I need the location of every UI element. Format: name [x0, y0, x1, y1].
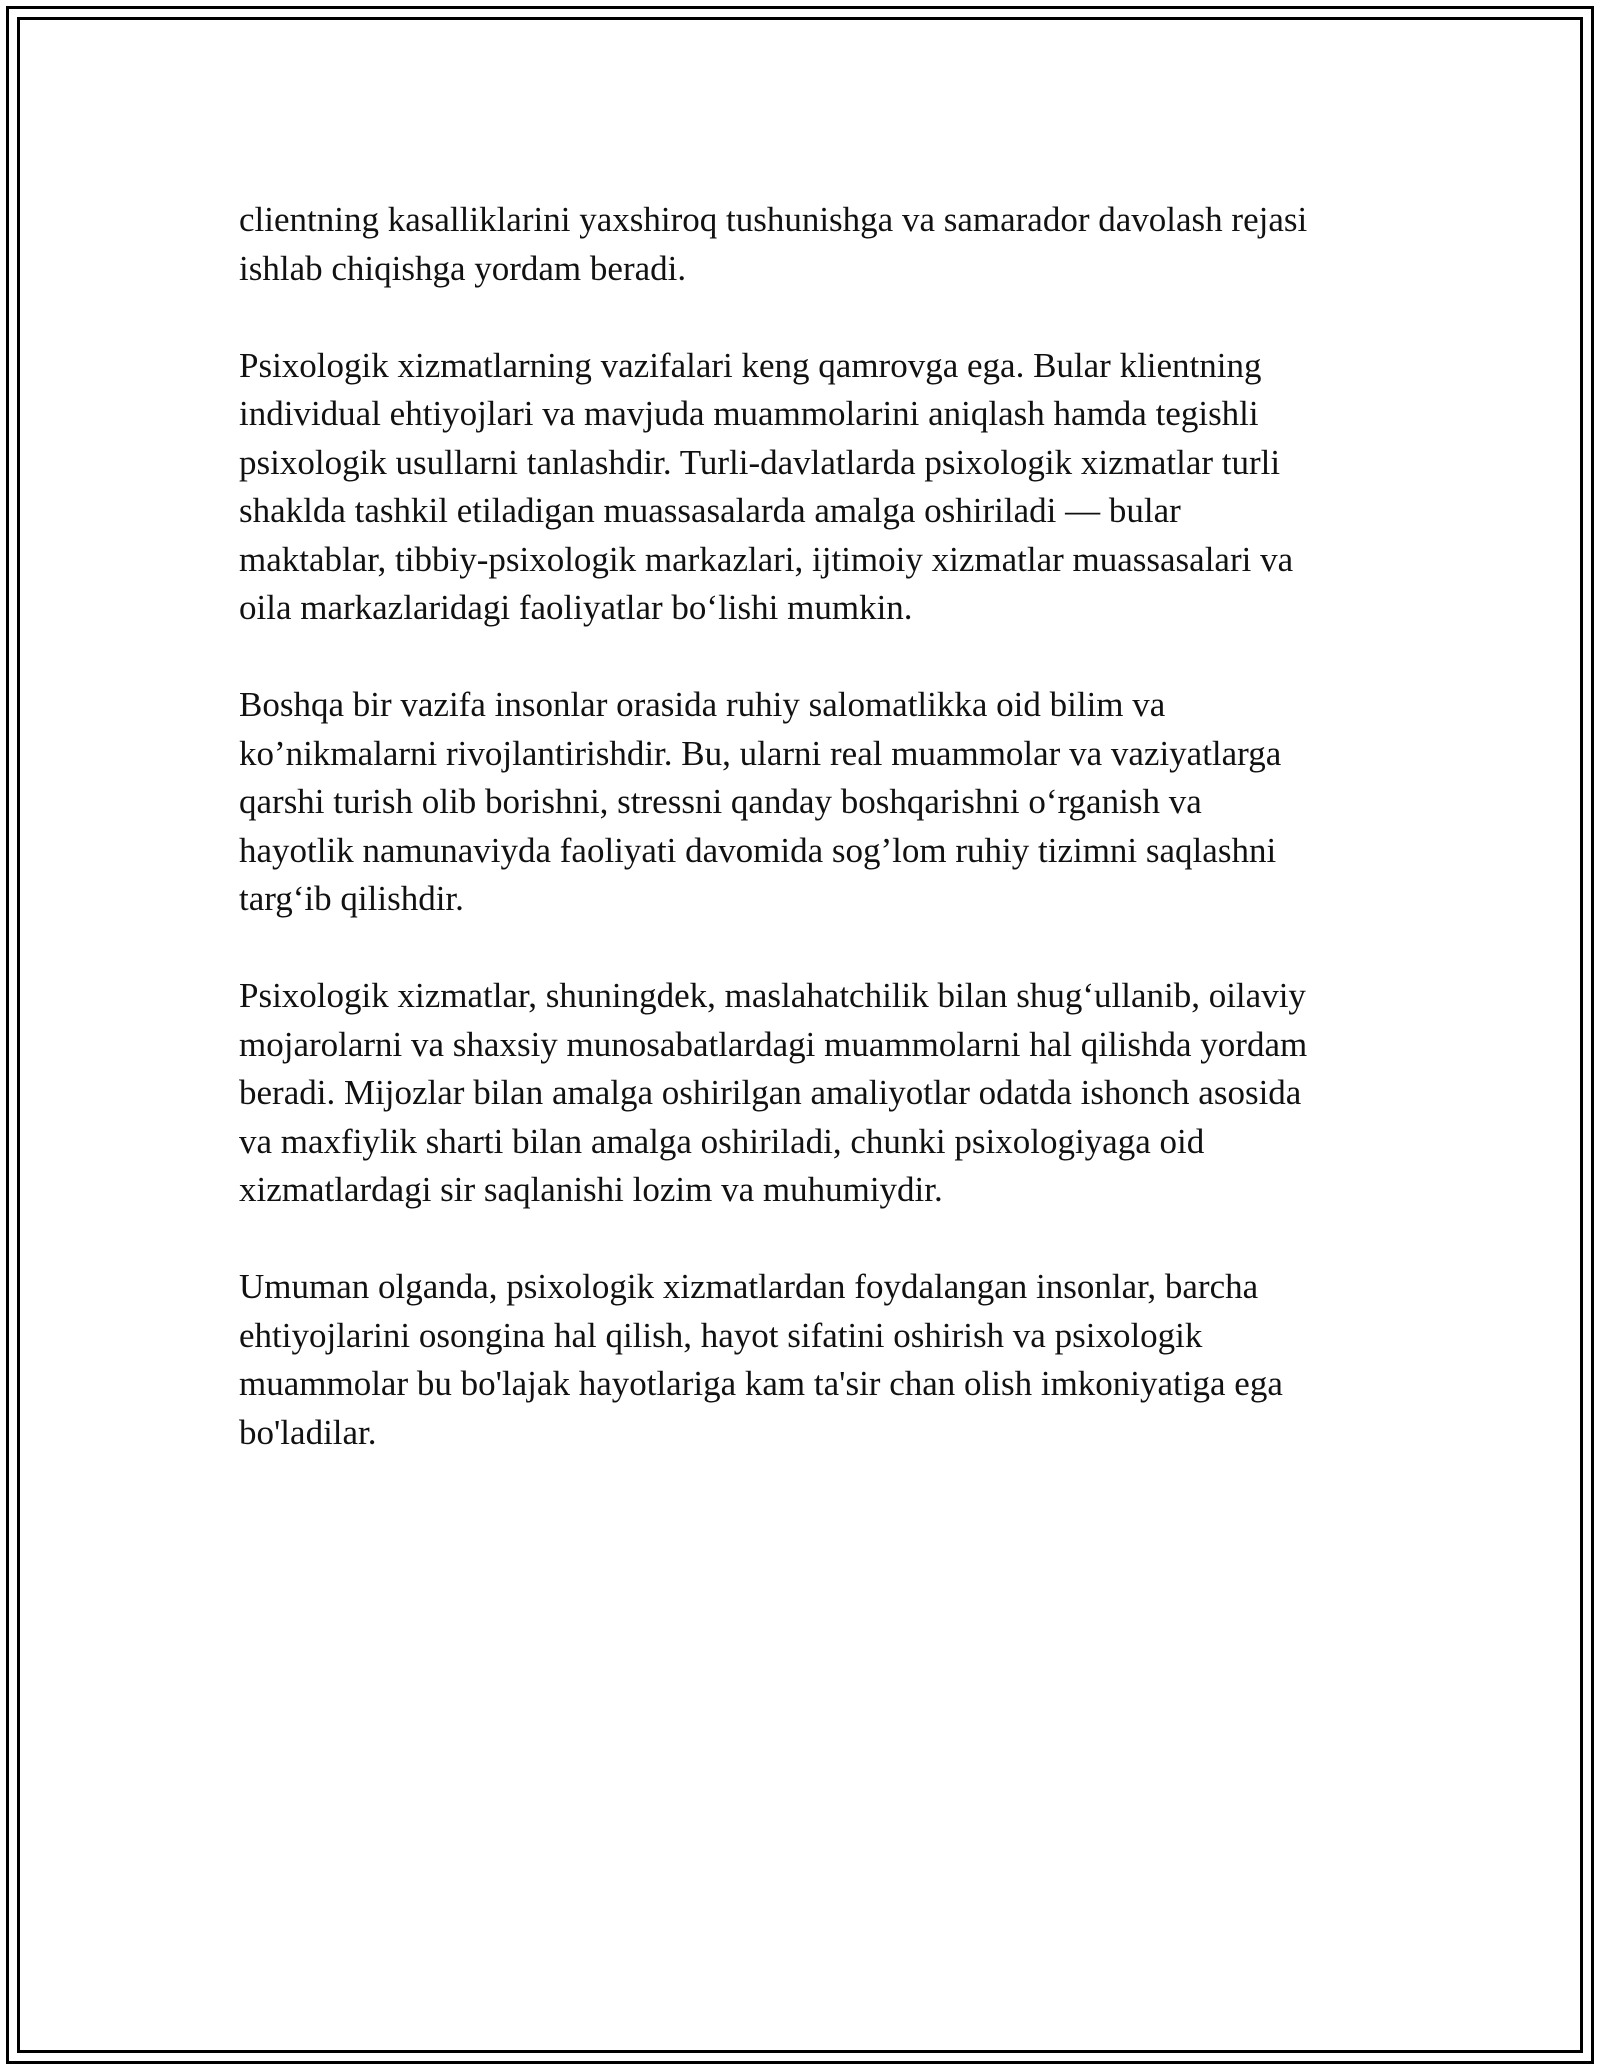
paragraph: Boshqa bir vazifa insonlar orasida ruhiy salomatlikka oid bilim va ko’nikmalarni rivojlantirishdir. Bu, ularni real muammolar va vaziyatlarga qarshi turish olib borishni, stressni qanday boshqarishni o‘rganish va hayotlik namunaviyda faoliyati davomida sog’lom ruhiy tizimni saqlashni targ‘ib qilishdir.	[239, 685, 1282, 918]
document-body	[239, 196, 1379, 1506]
paragraph: Psixologik xizmatlarning vazifalari keng qamrovga ega. Bular klientning individual ehtiyojlari va mavjuda muammolarini aniqlash hamda tegishli psixologik usullarni tanlashdir. Turli-davlatlarda psixologik xizmatlar turli shaklda tashkil etiladigan muassasalarda amalga oshiriladi — bular maktablar, tibbiy-psixologik markazlari, ijtimoiy xizmatlar muassasalari va oila markazlaridagi faoliyatlar bo‘lishi mumkin.	[239, 345, 1294, 627]
page-border	[6, 6, 1594, 2064]
paragraph: clientning kasalliklarini yaxshiroq tushunishga va samarador davolash rejasi ishlab chiqishga yordam beradi.	[239, 200, 1308, 288]
paragraph: Psixologik xizmatlar, shuningdek, maslahatchilik bilan shug‘ullanib, oilaviy mojarolarni va shaxsiy munosabatlardagi muammolarni hal qilishda yordam beradi. Mijozlar bilan amalga oshirilgan amaliyotlar odatda ishonch asosida va maxfiylik sharti bilan amalga oshiriladi, chunki psixologiyaga oid xizmatlardagi sir saqlanishi lozim va muhumiydir.	[239, 976, 1308, 1209]
paragraph: Umuman olganda, psixologik xizmatlardan foydalangan insonlar, barcha ehtiyojlarini osongina hal qilish, hayot sifatini oshirish va psixologik muammolar bu bo'lajak hayotlariga kam ta'sir chan olish imkoniyatiga ega bo'ladilar.	[239, 1267, 1283, 1452]
